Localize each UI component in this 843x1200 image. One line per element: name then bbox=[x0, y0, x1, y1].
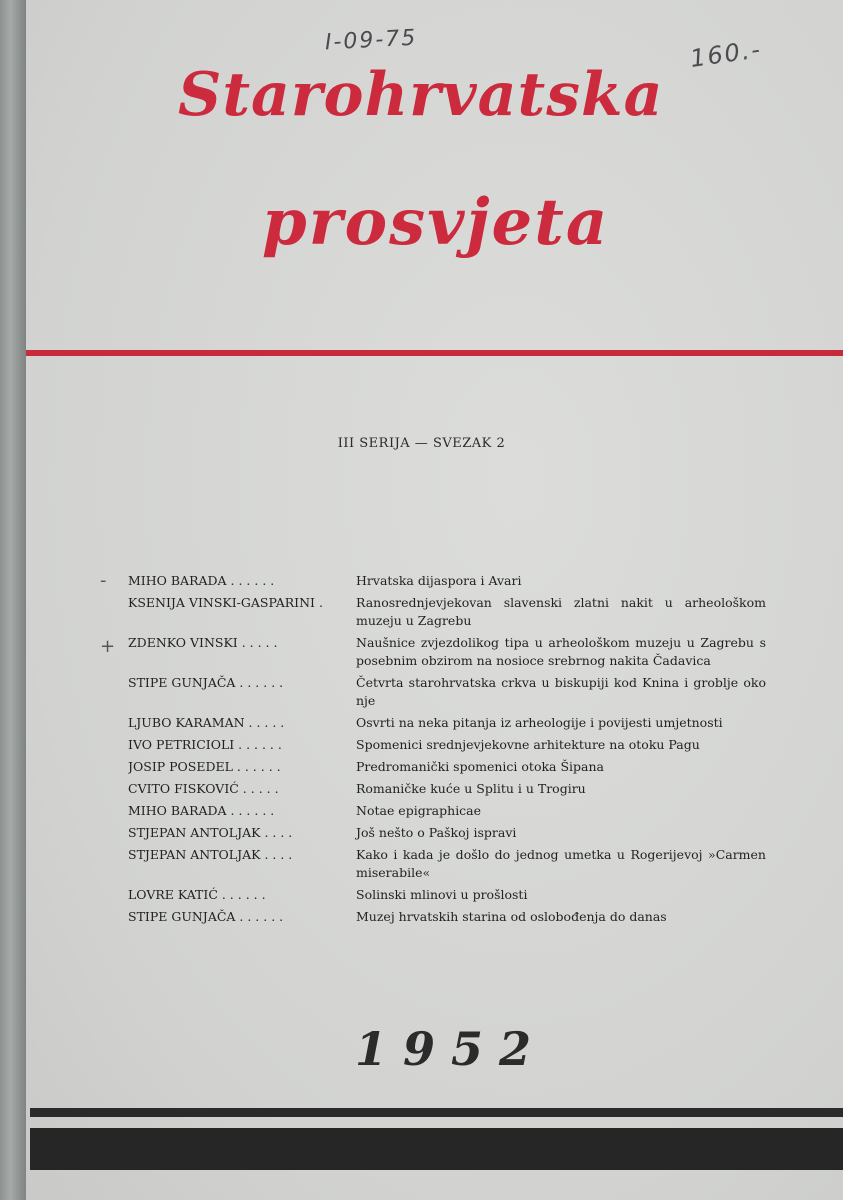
black-divider-thin bbox=[30, 1108, 843, 1117]
toc-author: LJUBO KARAMAN . . . . . bbox=[128, 715, 285, 730]
publication-year: 1952 bbox=[355, 1022, 548, 1076]
toc-title: Osvrti na neka pitanja iz arheologije i povijesti umjetnosti bbox=[356, 715, 723, 730]
series-label: III SERIJA — SVEZAK 2 bbox=[337, 436, 506, 451]
toc-row bbox=[128, 780, 768, 798]
toc-title: Naušnice zvjezdolikog tipa u arheološkom muzeju u Zagrebu s posebnim obzirom na nosioce srebrnog nakita Čadavica bbox=[356, 635, 766, 668]
toc-author: MIHO BARADA . . . . . . bbox=[128, 573, 275, 588]
toc-author: JOSIP POSEDEL . . . . . . bbox=[128, 759, 281, 774]
toc-row bbox=[128, 846, 768, 882]
toc-title: Notae epigraphicae bbox=[356, 803, 482, 818]
handwritten-price: 160.- bbox=[688, 35, 764, 73]
toc-author: STIPE GUNJAČA . . . . . . bbox=[128, 909, 284, 924]
toc-row bbox=[128, 572, 768, 590]
toc-title: Još nešto o Paškoj ispravi bbox=[356, 825, 517, 840]
toc-author: CVITO FISKOVIĆ . . . . . bbox=[128, 781, 279, 796]
toc-author: STJEPAN ANTOLJAK . . . . bbox=[128, 847, 293, 862]
book-spine bbox=[0, 0, 26, 1200]
toc-title: Četvrta starohrvatska crkva u biskupiji kod Knina i groblje oko nje bbox=[356, 675, 766, 708]
toc-title: Solinski mlinovi u prošlosti bbox=[356, 887, 528, 902]
red-divider bbox=[26, 350, 843, 356]
toc-row bbox=[128, 634, 768, 670]
toc-row bbox=[128, 802, 768, 820]
toc-row bbox=[128, 714, 768, 732]
toc-author: STJEPAN ANTOLJAK . . . . bbox=[128, 825, 293, 840]
toc-title: Romaničke kuće u Splitu i u Trogiru bbox=[356, 781, 586, 796]
toc-row bbox=[128, 886, 768, 904]
toc-title: Spomenici srednjevjekovne arhitekture na otoku Pagu bbox=[356, 737, 700, 752]
handwritten-date: I-09-75 bbox=[324, 25, 418, 56]
title-line-2: prosvjeta bbox=[262, 185, 610, 260]
toc-row bbox=[128, 758, 768, 776]
toc-author: KSENIJA VINSKI-GASPARINI . bbox=[128, 595, 323, 610]
toc-row bbox=[128, 674, 768, 710]
toc-row bbox=[128, 824, 768, 842]
toc-author: LOVRE KATIĆ . . . . . . bbox=[128, 887, 266, 902]
toc-author: STIPE GUNJAČA . . . . . . bbox=[128, 675, 284, 690]
black-divider-thick bbox=[30, 1128, 843, 1170]
toc-title: Hrvatska dijaspora i Avari bbox=[356, 573, 522, 588]
toc-author: ZDENKO VINSKI . . . . . bbox=[128, 635, 278, 650]
pencil-cross-mark: + bbox=[100, 636, 116, 657]
toc-author: MIHO BARADA . . . . . . bbox=[128, 803, 275, 818]
toc-author: IVO PETRICIOLI . . . . . . bbox=[128, 737, 282, 752]
pencil-tick-mark: ‐ bbox=[100, 570, 107, 591]
toc-title: Predromanički spomenici otoka Šipana bbox=[356, 759, 604, 774]
toc-row bbox=[128, 736, 768, 754]
toc-title: Kako i kada je došlo do jednog umetka u Rogerijevoj »Carmen miserabile« bbox=[356, 847, 766, 880]
toc-title: Muzej hrvatskih starina od oslobođenja do danas bbox=[356, 909, 667, 924]
title-line-1: Starohrvatska bbox=[178, 60, 664, 130]
toc-title: Ranosrednjevjekovan slavenski zlatni nakit u arheološkom muzeju u Zagrebu bbox=[356, 595, 766, 628]
toc-row bbox=[128, 594, 768, 630]
table-of-contents bbox=[128, 572, 768, 930]
toc-row bbox=[128, 908, 768, 926]
